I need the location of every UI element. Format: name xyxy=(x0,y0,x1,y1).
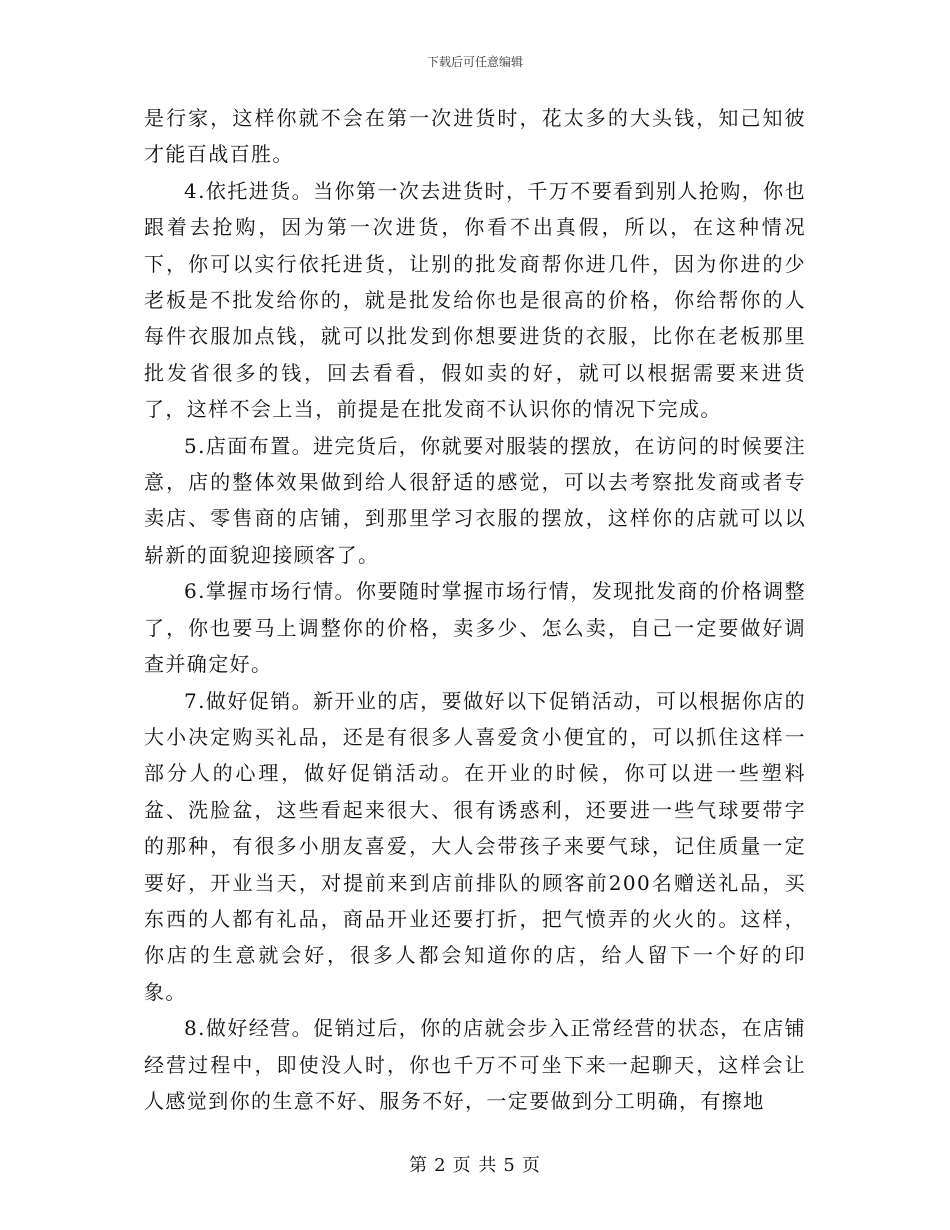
paragraph-continuation: 是行家，这样你就不会在第一次进货时，花太多的大头钱，知己知彼才能百战百胜。 xyxy=(144,106,806,167)
document-body xyxy=(144,100,806,1119)
paragraph-item-5: 5.店面布置。进完货后，你就要对服装的摆放，在访问的时候要注意，店的整体效果做到给人很舒适的感觉，可以去考察批发商或者专卖店、零售商的店铺，到那里学习衣服的摆放，这样你的店就可以以崭新的面貌迎接顾客了。 xyxy=(144,433,806,567)
current-page-number: 2 xyxy=(434,1155,447,1176)
footer-prefix: 第 xyxy=(409,1155,429,1176)
footer-middle: 页 共 xyxy=(452,1155,498,1176)
total-page-count: 5 xyxy=(503,1155,516,1176)
paragraph-item-8: 8.做好经营。促销过后，你的店就会步入正常经营的状态，在店铺经营过程中，即使没人时，你也千万不可坐下来一起聊天，这样会让人感觉到你的生意不好、服务不好，一定要做到分工明确，有擦地 xyxy=(144,1016,806,1113)
page-footer xyxy=(0,1155,950,1177)
page-header: 下载后可任意编辑 xyxy=(426,55,523,69)
footer-suffix: 页 xyxy=(521,1155,541,1176)
paragraph-item-7: 7.做好促销。新开业的店，要做好以下促销活动，可以根据你店的大小决定购买礼品，还是有很多人喜爱贪小便宜的，可以抓住这样一部分人的心理，做好促销活动。在开业的时候，你可以进一些塑料盆、洗脸盆，这些看起来很大、很有诱惑利，还要进一些气球要带字的那种，有很多小朋友喜爱，大人会带孩子来要气球，记住质量一定要好，开业当天，对提前来到店前排队的顾客前200名赠送礼品，买东西的人都有礼品，商品开业还要打折，把气愤弄的火火的。这样，你店的生意就会好，很多人都会知道你的店，给人留下一个好的印象。 xyxy=(144,688,806,1004)
paragraph-item-4: 4.依托进货。当你第一次去进货时，千万不要看到别人抢购，你也跟着去抢购，因为第一次进货，你看不出真假，所以，在这种情况下，你可以实行依托进货，让别的批发商帮你进几件，因为你进的少老板是不批发给你的，就是批发给你也是很高的价格，你给帮你的人每件衣服加点钱，就可以批发到你想要进货的衣服，比你在老板那里批发省很多的钱，回去看看，假如卖的好，就可以根据需要来进货了，这样不会上当，前提是在批发商不认识你的情况下完成。 xyxy=(144,178,806,422)
paragraph-item-6: 6.掌握市场行情。你要随时掌握市场行情，发现批发商的价格调整了，你也要马上调整你的价格，卖多少、怎么卖，自己一定要做好调查并确定好。 xyxy=(144,579,806,677)
